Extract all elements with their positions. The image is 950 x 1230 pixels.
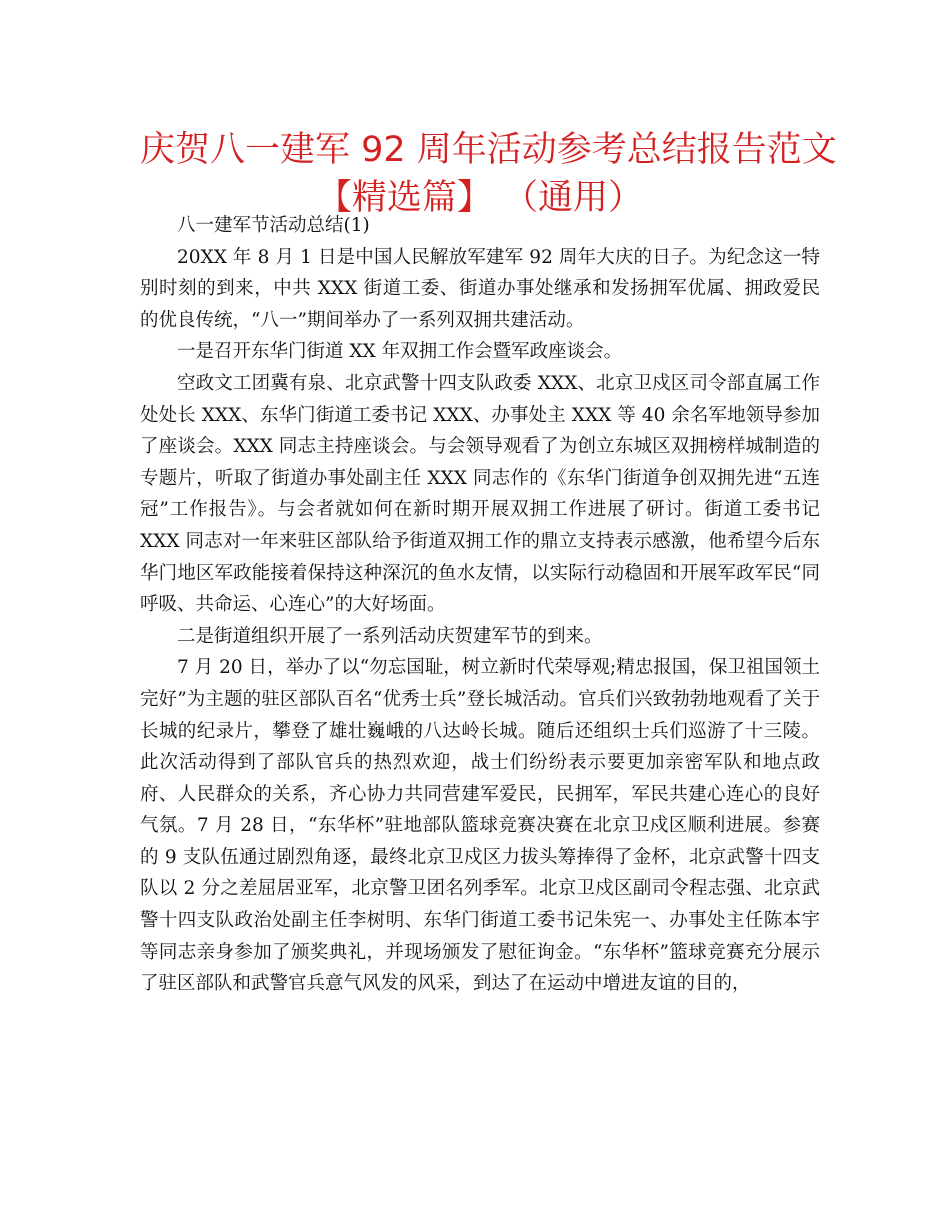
body-paragraph: 7 月 20 日，举办了以“勿忘国耻，树立新时代荣辱观;精忠报国，保卫祖国领土完好”为主题的驻区部队百名“优秀士兵”登长城活动。官兵们兴致勃勃地观看了关于长城的纪录片，攀登了雄壮巍峨的八达岭长城。随后还组织士兵们巡游了十三陵。此次活动得到了部队官兵的热烈欢迎，战士们纷纷表示要更加亲密军队和地点政府、人民群众的关系，齐心协力共同营建军爱民，民拥军，军民共建心连心的良好气氛。7 月 28 日，“东华杯”驻地部队篮球竞赛决赛在北京卫戍区顺利进展。参赛的 9 支队伍通过剧烈角逐，最终北京卫戍区力拔头筹捧得了金杯，北京武警十四支队以 2 分之差屈居亚军，北京警卫团名列季军。北京卫戍区副司令程志强、北京武警十四支队政治处副主任李树明、东华门街道工委书记朱宪一、办事处主任陈本宇等同志亲身参加了颁奖典礼，并现场颁发了慰征询金。“东华杯”篮球竞赛充分展示了驻区部队和武警官兵意气风发的风采，到达了在运动中增进友谊的目的， [140,657,820,995]
document-title-line-2: 【精选篇】 （通用） [316,178,644,218]
section-heading: 八一建军节活动总结(1) [177,215,370,236]
body-paragraph: 一是召开东华门街道 XX 年双拥工作会暨军政座谈会。 [177,341,623,363]
body-paragraph: 20XX 年 8 月 1 日是中国人民解放军建军 92 周年大庆的日子。为纪念这一特别时刻的到来，中共 XXX 街道工委、街道办事处继承和发扬拥军优属、拥政爱民的优良传统，“八一”期间举办了一系列双拥共建活动。 [140,246,820,331]
body-paragraph: 空政文工团冀有泉、北京武警十四支队政委 XXX、北京卫戍区司令部直属工作处处长 XXX、东华门街道工委书记 XXX、办事处主 XXX 等 40 余名军地领导参加了座谈会。XXX 同志主持座谈会。与会领导观看了为创立东城区双拥榜样城制造的专题片，听取了街道办事处副主任 XXX 同志作的《东华门街道争创双拥先进“五连冠”工作报告》。与会者就如何在新时期开展双拥工作进展了研讨。街道工委书记 XXX 同志对一年来驻区部队给予街道双拥工作的鼎立支持表示感激，他希望今后东华门地区军政能接着保持这种深沉的鱼水友情，以实际行动稳固和开展军政军民“同呼吸、共命运、心连心”的大好场面。 [140,372,820,616]
document-title-line-1: 庆贺八一建军 92 周年活动参考总结报告范文 [140,130,837,170]
document-body [140,210,820,1000]
body-paragraph: 二是街道组织开展了一系列活动庆贺建军节的到来。 [177,625,603,647]
